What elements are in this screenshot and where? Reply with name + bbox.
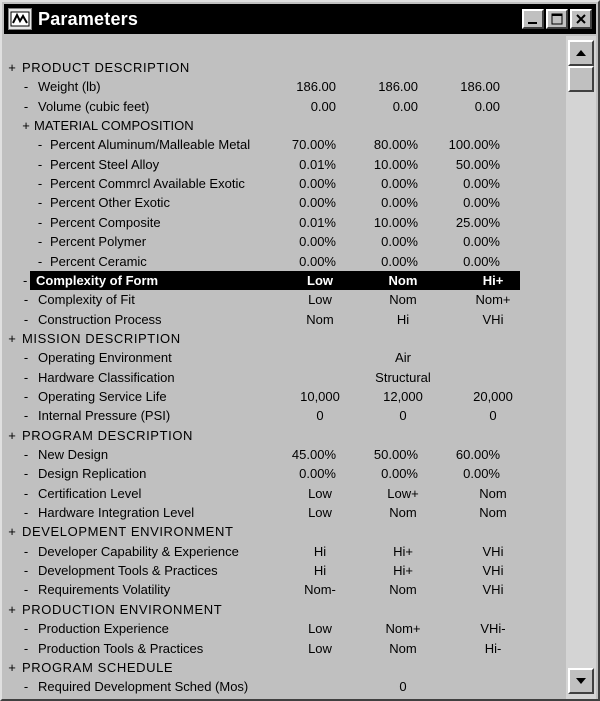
value-low[interactable]: 0.00	[310, 99, 336, 114]
value-high[interactable]: 0.00	[474, 99, 500, 114]
parameter-label: Percent Commrcl Available Exotic	[50, 176, 245, 191]
value-nominal[interactable]: Nom	[389, 292, 417, 307]
value-high[interactable]: Nom+	[475, 292, 511, 307]
parameter-row[interactable]	[4, 484, 560, 503]
value-nominal[interactable]: 0	[399, 408, 407, 423]
parameter-row[interactable]	[4, 310, 560, 329]
parameter-label: Percent Aluminum/Malleable Metal	[50, 137, 251, 152]
row-marker: -	[37, 176, 43, 191]
parameter-label: MATERIAL COMPOSITION	[34, 118, 194, 133]
row-marker: -	[23, 544, 29, 559]
value-low[interactable]: 0.01%	[299, 215, 336, 230]
value-high[interactable]: 0.00%	[463, 254, 500, 269]
parameter-row[interactable]	[4, 174, 560, 193]
parameter-row[interactable]	[4, 77, 560, 96]
value-high[interactable]: 186.00	[460, 79, 500, 94]
parameter-label: Certification Level	[38, 486, 142, 501]
row-marker: -	[37, 254, 43, 269]
scroll-thumb[interactable]	[568, 66, 594, 92]
row-marker: -	[23, 389, 29, 404]
section-header[interactable]	[4, 116, 560, 135]
value-nominal[interactable]: Nom	[389, 505, 417, 520]
expand-toggle[interactable]: +	[22, 118, 30, 133]
title-bar[interactable]	[4, 4, 596, 34]
parameter-label: Developer Capability & Experience	[38, 544, 239, 559]
parameter-label: PRODUCTION ENVIRONMENT	[22, 602, 223, 617]
parameter-row[interactable]	[4, 639, 560, 658]
parameter-row[interactable]	[4, 97, 560, 116]
parameter-row[interactable]	[4, 464, 560, 483]
row-marker: -	[23, 505, 29, 520]
value-high[interactable]: 60.00%	[455, 447, 500, 462]
value-nominal[interactable]: Nom	[388, 273, 418, 288]
parameter-row[interactable]	[4, 155, 560, 174]
value-low[interactable]: Hi	[313, 544, 327, 559]
minimize-button[interactable]	[522, 9, 544, 29]
section-header[interactable]	[4, 329, 560, 348]
parameter-label: Volume (cubic feet)	[38, 99, 150, 114]
parameter-label: Percent Composite	[50, 215, 161, 230]
row-marker: -	[23, 447, 29, 462]
value-low[interactable]: 0	[316, 408, 324, 423]
value-nominal[interactable]: 0.00%	[381, 234, 418, 249]
value-nominal[interactable]: 0.00%	[381, 176, 418, 191]
value-high[interactable]: 25.00%	[455, 215, 500, 230]
value-high[interactable]: VHi	[482, 312, 504, 327]
value-low[interactable]: Low	[308, 641, 332, 656]
value-nominal[interactable]: Hi	[396, 312, 410, 327]
parameter-label: MISSION DESCRIPTION	[22, 331, 181, 346]
value-nominal[interactable]: 0.00%	[381, 254, 418, 269]
parameter-label: Percent Polymer	[50, 234, 147, 249]
row-marker: -	[23, 679, 29, 694]
parameter-label: PROGRAM SCHEDULE	[22, 660, 174, 675]
parameter-label: Construction Process	[38, 312, 162, 327]
value-high[interactable]: VHi	[482, 544, 504, 559]
parameter-row[interactable]	[4, 677, 560, 696]
value-high[interactable]: 0	[489, 408, 497, 423]
value-nominal[interactable]: 10.00%	[373, 157, 418, 172]
parameter-list	[4, 36, 566, 699]
row-marker: -	[23, 350, 29, 365]
value-high[interactable]: VHi	[482, 563, 504, 578]
parameter-row[interactable]	[4, 290, 560, 309]
parameter-row[interactable]	[4, 193, 560, 212]
value-high[interactable]: Hi-	[484, 641, 502, 656]
value-high[interactable]: Nom	[479, 505, 507, 520]
parameter-row[interactable]	[4, 252, 560, 271]
parameter-row[interactable]	[4, 213, 560, 232]
parameter-row[interactable]	[4, 445, 560, 464]
value-nominal[interactable]: 50.00%	[373, 447, 418, 462]
value-nominal[interactable]: Nom	[389, 641, 417, 656]
parameter-label: PRODUCT DESCRIPTION	[22, 60, 190, 75]
parameters-app-icon[interactable]	[8, 8, 32, 30]
value-low[interactable]: 0.00%	[299, 234, 336, 249]
value-high[interactable]: 20,000	[473, 389, 513, 404]
value-low[interactable]: 186.00	[296, 79, 336, 94]
value-nominal[interactable]: 0.00	[392, 99, 418, 114]
value-nominal[interactable]: 80.00%	[373, 137, 418, 152]
row-marker: -	[37, 195, 43, 210]
row-marker: -	[37, 234, 43, 249]
row-marker: -	[37, 137, 43, 152]
scroll-down-button[interactable]	[568, 668, 594, 694]
parameter-label: Development Tools & Practices	[38, 563, 218, 578]
row-marker: -	[23, 292, 29, 307]
value-high[interactable]: 0.00%	[463, 195, 500, 210]
value-nominal[interactable]: 0	[399, 679, 407, 694]
parameter-label: Complexity of Form	[36, 273, 159, 288]
parameter-row[interactable]	[4, 135, 560, 154]
parameter-row[interactable]	[30, 271, 520, 290]
value-low[interactable]: 10,000	[300, 389, 340, 404]
value-low[interactable]: Low	[308, 505, 332, 520]
row-marker: -	[23, 563, 29, 578]
row-marker: -	[23, 582, 29, 597]
value-low[interactable]: 0.00%	[299, 195, 336, 210]
value-nominal[interactable]: 12,000	[383, 389, 423, 404]
value-low[interactable]: 45.00%	[291, 447, 336, 462]
row-marker: -	[23, 79, 29, 94]
parameter-row[interactable]	[4, 619, 560, 638]
parameter-row[interactable]	[4, 387, 560, 406]
minimize-icon	[527, 13, 539, 25]
parameter-row[interactable]	[4, 368, 560, 387]
value-low[interactable]: Low	[308, 621, 332, 636]
value-high[interactable]: 0.00%	[463, 234, 500, 249]
section-header[interactable]	[4, 600, 560, 619]
parameter-label: Complexity of Fit	[38, 292, 135, 307]
parameter-label: Percent Steel Alloy	[50, 157, 160, 172]
value-nominal[interactable]: Low+	[387, 486, 419, 501]
parameter-label: Hardware Integration Level	[38, 505, 195, 520]
row-marker: -	[23, 486, 29, 501]
parameter-label: Production Tools & Practices	[38, 641, 204, 656]
value-nominal[interactable]: Hi+	[393, 563, 413, 578]
value-low[interactable]: 0.01%	[299, 157, 336, 172]
close-button[interactable]	[570, 9, 592, 29]
value-high[interactable]: 100.00%	[448, 137, 500, 152]
value-low[interactable]: Nom-	[304, 582, 336, 597]
parameter-label: New Design	[38, 447, 109, 462]
maximize-icon	[551, 13, 563, 25]
value-low[interactable]: 0.00%	[299, 254, 336, 269]
value-high[interactable]: 50.00%	[455, 157, 500, 172]
expand-toggle[interactable]: +	[8, 524, 16, 539]
row-marker[interactable]: -	[23, 273, 28, 288]
section-header[interactable]	[4, 658, 560, 677]
value-nominal[interactable]: 10.00%	[373, 215, 418, 230]
value-nominal[interactable]: Nom+	[385, 621, 421, 636]
value-nominal[interactable]: Nom	[389, 582, 417, 597]
parameter-row[interactable]	[4, 503, 560, 522]
value-low[interactable]: Low	[307, 273, 333, 288]
row-marker: -	[23, 621, 29, 636]
value-low[interactable]: Nom	[306, 312, 334, 327]
parameter-label: Requirements Volatility	[38, 582, 171, 597]
value-low[interactable]: 70.00%	[291, 137, 336, 152]
window-title: Parameters	[38, 8, 139, 29]
value-low[interactable]: Hi	[313, 563, 327, 578]
parameter-label: Internal Pressure (PSI)	[38, 408, 171, 423]
value-low[interactable]: 0.00%	[299, 466, 336, 481]
value-nominal[interactable]: 0.00%	[381, 466, 418, 481]
parameter-row[interactable]	[4, 232, 560, 251]
expand-toggle[interactable]: +	[8, 602, 16, 617]
parameter-label: Percent Ceramic	[50, 254, 147, 269]
row-marker: -	[23, 312, 29, 327]
value-high[interactable]: VHi-	[480, 621, 506, 636]
value-high[interactable]: Nom	[479, 486, 507, 501]
row-marker: -	[23, 99, 29, 114]
value-nominal[interactable]: Structural	[375, 370, 431, 385]
vertical-scrollbar[interactable]	[566, 36, 596, 699]
scroll-up-button[interactable]	[568, 40, 594, 66]
parameter-row[interactable]	[4, 348, 560, 367]
value-nominal[interactable]: Hi+	[393, 544, 413, 559]
arrow-up-icon	[575, 49, 587, 57]
value-nominal[interactable]: 0.00%	[381, 195, 418, 210]
maximize-button[interactable]	[546, 9, 568, 29]
parameter-label: Required Development Sched (Mos)	[38, 679, 249, 694]
parameter-label: Production Experience	[38, 621, 169, 636]
row-marker: -	[37, 215, 43, 230]
parameter-row[interactable]	[4, 406, 560, 425]
row-marker: -	[23, 408, 29, 423]
parameter-label: Operating Service Life	[38, 389, 167, 404]
row-marker: -	[23, 370, 29, 385]
expand-toggle[interactable]: +	[8, 660, 16, 675]
section-header[interactable]	[4, 522, 560, 541]
parameter-row[interactable]	[4, 580, 560, 599]
value-low[interactable]: Low	[308, 292, 332, 307]
value-nominal[interactable]: Air	[395, 350, 411, 365]
parameter-row[interactable]	[4, 542, 560, 561]
section-header[interactable]	[4, 58, 560, 77]
parameter-label: Percent Other Exotic	[50, 195, 170, 210]
parameter-label: Hardware Classification	[38, 370, 175, 385]
value-nominal[interactable]: 186.00	[378, 79, 418, 94]
parameter-row[interactable]	[4, 561, 560, 580]
parameter-label: Weight (lb)	[38, 79, 101, 94]
parameter-label: Operating Environment	[38, 350, 172, 365]
parameter-label: PROGRAM DESCRIPTION	[22, 428, 194, 443]
section-header[interactable]	[4, 426, 560, 445]
expand-toggle[interactable]: +	[8, 60, 16, 75]
value-high[interactable]: 0.00%	[463, 466, 500, 481]
expand-toggle[interactable]: +	[8, 331, 16, 346]
expand-toggle[interactable]: +	[8, 428, 16, 443]
row-marker: -	[23, 466, 29, 481]
parameter-label: Design Replication	[38, 466, 147, 481]
value-high[interactable]: Hi+	[482, 273, 504, 288]
row-marker: -	[37, 157, 43, 172]
arrow-down-icon	[575, 677, 587, 685]
value-low[interactable]: Low	[308, 486, 332, 501]
value-high[interactable]: 0.00%	[463, 176, 500, 191]
value-high[interactable]: VHi	[482, 582, 504, 597]
row-marker: -	[23, 641, 29, 656]
parameter-label: DEVELOPMENT ENVIRONMENT	[22, 524, 234, 539]
value-low[interactable]: 0.00%	[299, 176, 336, 191]
close-icon	[575, 13, 587, 25]
